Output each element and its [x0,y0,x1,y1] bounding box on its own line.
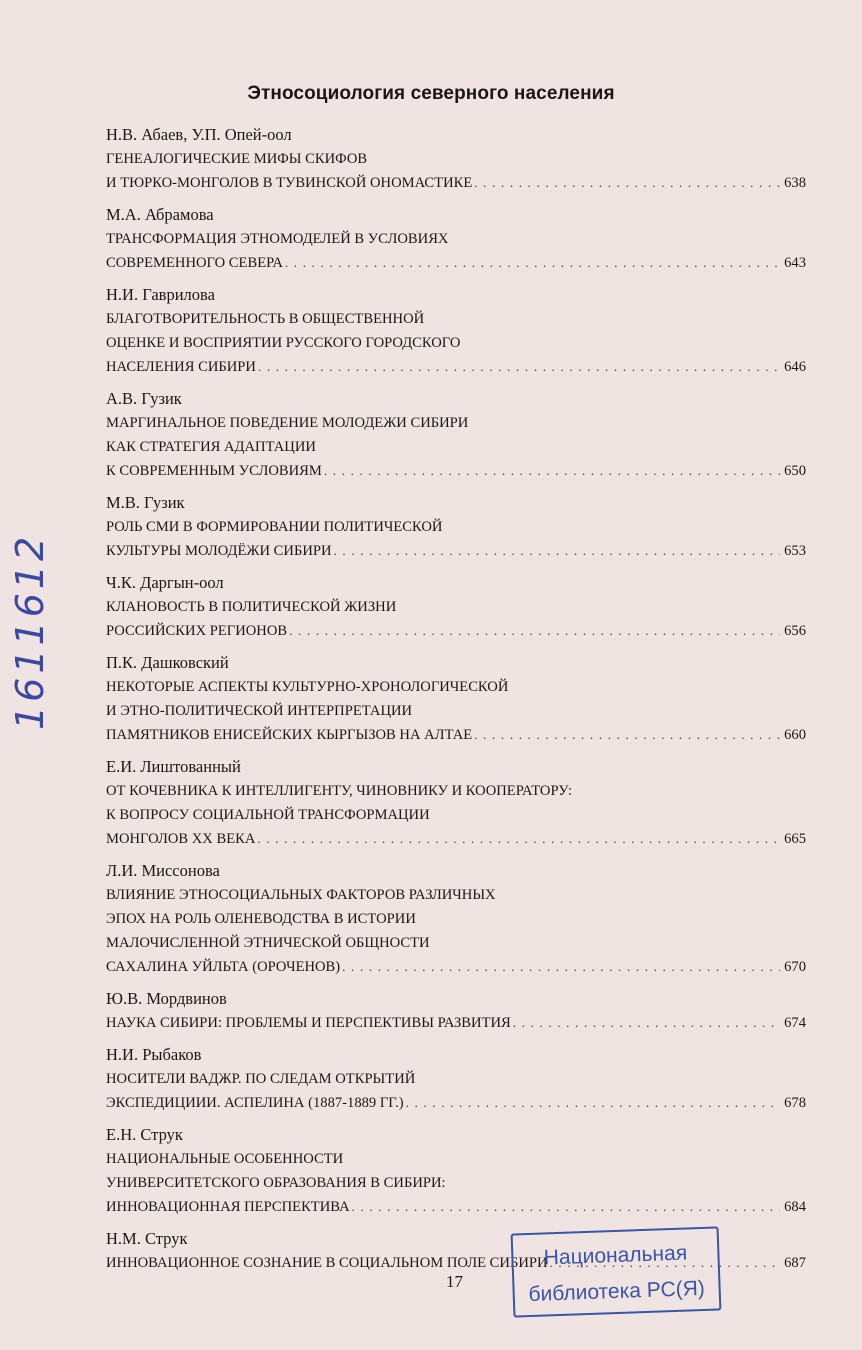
toc-entry-title-last-line [106,539,806,563]
toc-entry-title-text: НАУКА СИБИРИ: ПРОБЛЕМЫ И ПЕРСПЕКТИВЫ РАЗВИТИЯ [106,1015,511,1031]
toc-entry-title-line: НЕКОТОРЫЕ АСПЕКТЫ КУЛЬТУРНО-ХРОНОЛОГИЧЕСКОЙ [106,679,509,695]
dot-leader [342,955,780,979]
toc-entry-title-last-line [106,1091,806,1115]
dot-leader [474,171,780,195]
toc-entry [106,570,806,643]
toc-entry-title-last-line [106,827,806,851]
toc-entry-page-number: 674 [784,1015,806,1031]
toc-entry [106,490,806,563]
toc-entry [106,986,806,1035]
toc-entry-author: Н.И. Рыбаков [106,1045,202,1064]
toc-entry-title-line: ОЦЕНКЕ И ВОСПРИЯТИИ РУССКОГО ГОРОДСКОГО [106,335,461,351]
toc-entry-title-last-line [106,1011,806,1035]
toc-entry-title-line: ТРАНСФОРМАЦИЯ ЭТНОМОДЕЛЕЙ В УСЛОВИЯХ [106,231,449,247]
toc-entry-page-number: 684 [784,1199,806,1215]
dot-leader [474,723,780,747]
toc-entry-page-number: 646 [784,359,806,375]
toc-entry-page-number: 665 [784,831,806,847]
toc-entry-title-text: КУЛЬТУРЫ МОЛОДЁЖИ СИБИРИ [106,543,332,559]
toc-entry-title-line: БЛАГОТВОРИТЕЛЬНОСТЬ В ОБЩЕСТВЕННОЙ [106,311,425,327]
library-stamp [511,1226,722,1317]
toc-entry-author: П.К. Дашковский [106,653,229,672]
toc-entry-title-line: К ВОПРОСУ СОЦИАЛЬНОЙ ТРАНСФОРМАЦИИ [106,807,430,823]
toc-entry-title-line: ОТ КОЧЕВНИКА К ИНТЕЛЛИГЕНТУ, ЧИНОВНИКУ И КООПЕРАТОРУ: [106,783,573,799]
toc-entry [106,1122,806,1219]
dot-leader [257,827,780,851]
toc-entry-title-line: НАЦИОНАЛЬНЫЕ ОСОБЕННОСТИ [106,1151,344,1167]
toc-entry [106,282,806,379]
toc-entry-page-number: 653 [784,543,806,559]
dot-leader [513,1011,780,1035]
toc-entry-author: Е.Н. Струк [106,1125,183,1144]
toc-entry [106,858,806,979]
toc-entry-title-last-line [106,723,806,747]
toc-entry-author: М.А. Абрамова [106,205,214,224]
toc-entry-title-text: ПАМЯТНИКОВ ЕНИСЕЙСКИХ КЫРГЫЗОВ НА АЛТАЕ [106,727,473,743]
toc-entry-title-line: МАЛОЧИСЛЕННОЙ ЭТНИЧЕСКОЙ ОБЩНОСТИ [106,935,430,951]
toc-entry-title-text: ИННОВАЦИОННОЕ СОЗНАНИЕ В СОЦИАЛЬНОМ ПОЛЕ СИБИРИ [106,1255,548,1271]
toc-entry-title-line: КЛАНОВОСТЬ В ПОЛИТИЧЕСКОЙ ЖИЗНИ [106,599,397,615]
toc-entry-page-number: 660 [784,727,806,743]
toc-entry [106,202,806,275]
toc-entry-title-last-line [106,459,806,483]
toc-entry-title-text: РОССИЙСКИХ РЕГИОНОВ [106,623,288,639]
toc-entry-title-last-line [106,955,806,979]
toc-entry-title-line: ЭПОХ НА РОЛЬ ОЛЕНЕВОДСТВА В ИСТОРИИ [106,911,416,927]
page-number: 17 [446,1272,463,1291]
toc-entry-title-line: МАРГИНАЛЬНОЕ ПОВЕДЕНИЕ МОЛОДЕЖИ СИБИРИ [106,415,469,431]
stamp-line-2: библиотека РС(Я) [528,1276,706,1307]
toc-entry-title-last-line [106,171,806,195]
dot-leader [285,251,780,275]
toc-entry-page-number: 678 [784,1095,806,1111]
toc-entry-title-line: КАК СТРАТЕГИЯ АДАПТАЦИИ [106,439,316,455]
handwritten-inventory-number: 1611612 [8,532,52,730]
toc-entry-author: Ч.К. Даргын-оол [106,573,224,592]
stamp-line-1: Национальная [543,1241,688,1270]
dot-leader [324,459,780,483]
toc-entry [106,386,806,483]
toc-entry [106,650,806,747]
toc-entry-title-last-line [106,619,806,643]
toc-entry-author: Н.М. Струк [106,1229,188,1248]
toc-entry-author: А.В. Гузик [106,389,182,408]
toc-entry-title-text: И ТЮРКО-МОНГОЛОВ В ТУВИНСКОЙ ОНОМАСТИКЕ [106,175,473,191]
toc-entry-author: Е.И. Лиштованный [106,757,241,776]
toc-entry-title-line: ВЛИЯНИЕ ЭТНОСОЦИАЛЬНЫХ ФАКТОРОВ РАЗЛИЧНЫХ [106,887,496,903]
toc-entry-page-number: 638 [784,175,806,191]
toc-entry-title-text: САХАЛИНА УЙЛЬТА (ОРОЧЕНОВ) [106,959,341,975]
toc-entry-page-number: 643 [784,255,806,271]
toc-entry-title-text: НАСЕЛЕНИЯ СИБИРИ [106,359,256,375]
toc-entry-page-number: 670 [784,959,806,975]
toc-entry [106,122,806,195]
dot-leader [334,539,781,563]
toc-entry-title-line: РОЛЬ СМИ В ФОРМИРОВАНИИ ПОЛИТИЧЕСКОЙ [106,519,443,535]
toc-entry-author: Н.В. Абаев, У.П. Опей-оол [106,125,292,144]
toc-entry-page-number: 656 [784,623,806,639]
dot-leader [289,619,780,643]
toc-entry [106,754,806,851]
toc-entry-title-text: МОНГОЛОВ XX ВЕКА [106,831,256,847]
toc-entry-title-text: СОВРЕМЕННОГО СЕВЕРА [106,255,283,271]
dot-leader [258,355,780,379]
toc-entry-title-last-line [106,355,806,379]
toc-entry-title-line: УНИВЕРСИТЕТСКОГО ОБРАЗОВАНИЯ В СИБИРИ: [106,1175,446,1191]
section-title: Этносоциология северного населения [247,83,615,104]
toc-entry-author: Л.И. Миссонова [106,861,220,880]
toc-entry-title-line: И ЭТНО-ПОЛИТИЧЕСКОЙ ИНТЕРПРЕТАЦИИ [106,703,413,719]
toc-entry-title-text: ЭКСПЕДИЦИИИ. АСПЕЛИНА (1887-1889 ГГ.) [106,1095,404,1111]
toc-entry-title-line: ГЕНЕАЛОГИЧЕСКИЕ МИФЫ СКИФОВ [106,151,368,167]
toc-entry-title-text: К СОВРЕМЕННЫМ УСЛОВИЯМ [106,463,322,479]
toc-entry-title-line: НОСИТЕЛИ ВАДЖР. ПО СЛЕДАМ ОТКРЫТИЙ [106,1071,416,1087]
dot-leader [352,1195,781,1219]
toc-entry-author: Ю.В. Мордвинов [106,989,227,1008]
toc-entry-page-number: 687 [784,1255,806,1271]
toc-entry-author: М.В. Гузик [106,493,185,512]
table-of-contents [106,122,806,1282]
toc-entry-title-text: ИННОВАЦИОННАЯ ПЕРСПЕКТИВА [106,1199,350,1215]
dot-leader [406,1091,781,1115]
toc-entry-title-last-line [106,1195,806,1219]
toc-entry-page-number: 650 [784,463,806,479]
toc-entry-title-last-line [106,251,806,275]
toc-entry [106,1042,806,1115]
toc-entry-author: Н.И. Гаврилова [106,285,215,304]
